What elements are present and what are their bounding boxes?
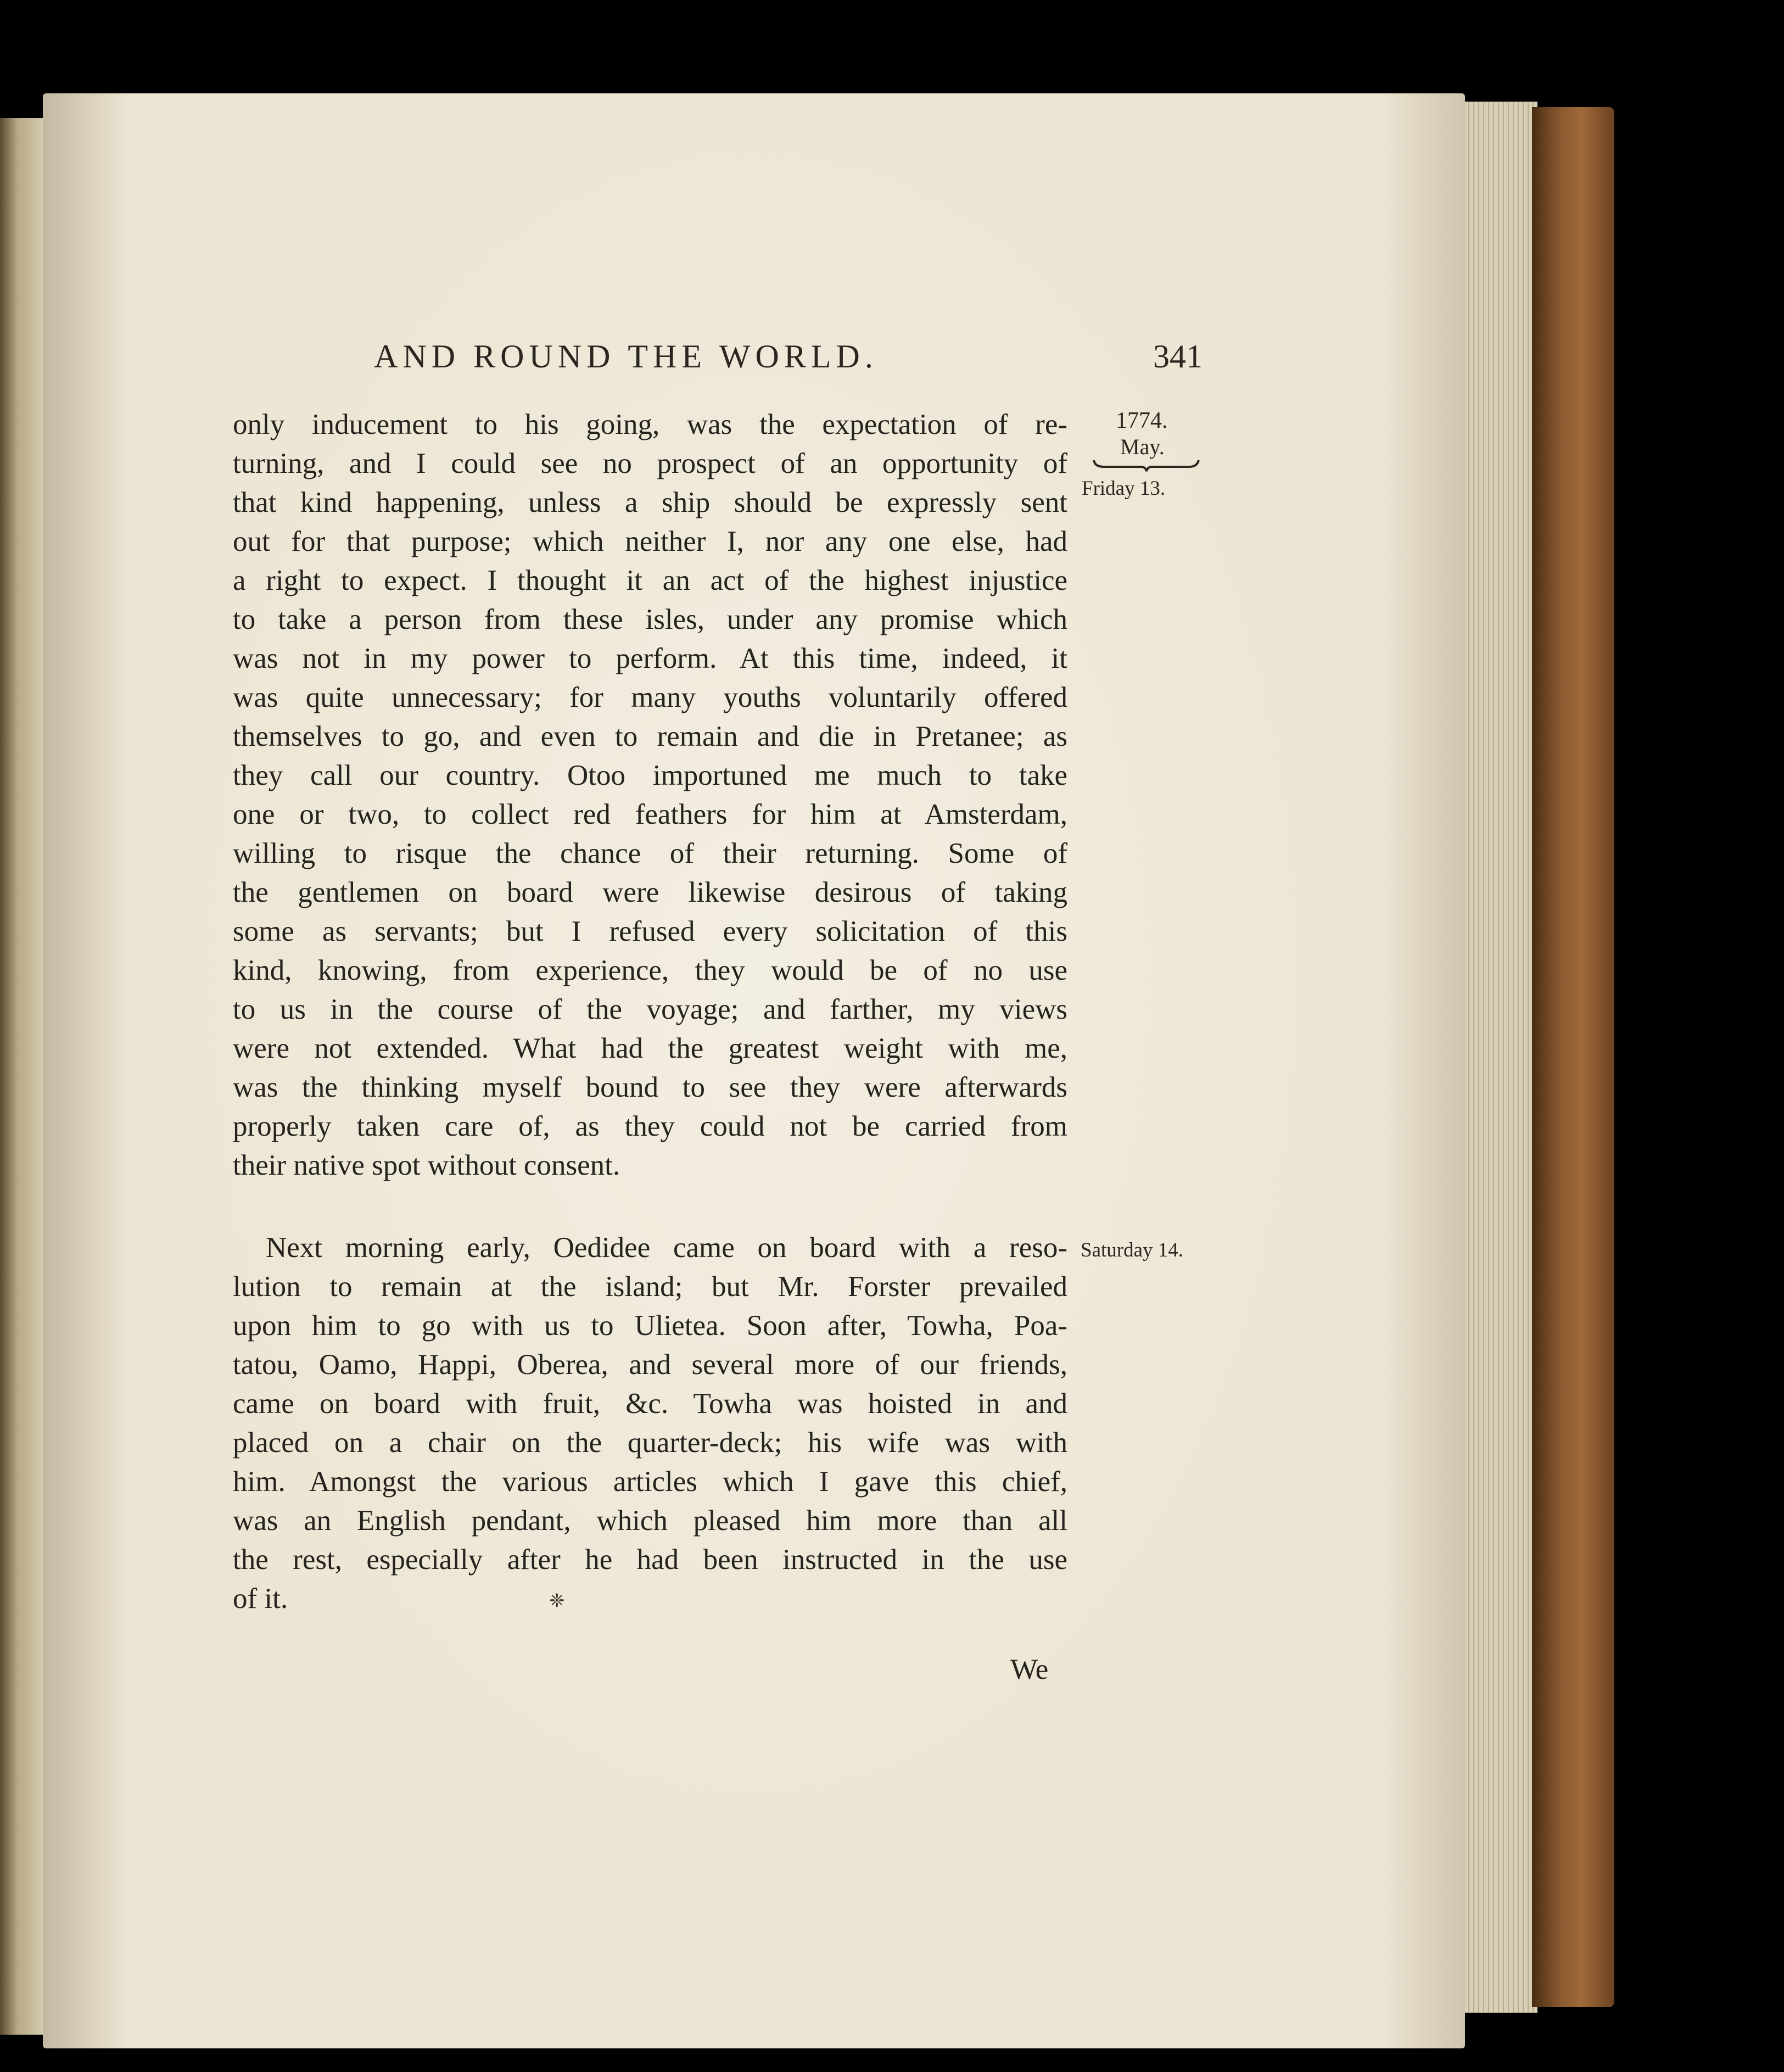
margin-saturday: Saturday 14. (1081, 1239, 1184, 1261)
text-line: the gentlemen on board were likewise desirous of taking (233, 876, 1067, 908)
text-line: their native spot without consent. (233, 1149, 620, 1181)
text-line: Next morning early, Oedidee came on board with a reso- (266, 1232, 1067, 1264)
paragraph-1 (233, 405, 1067, 1185)
text-line: to us in the course of the voyage; and farther, my views (233, 993, 1067, 1025)
text-line: properly taken care of, as they could not be carried from (233, 1110, 1067, 1142)
text-line: of it. (233, 1583, 288, 1615)
text-line: was an English pendant, which pleased him more than all (233, 1505, 1067, 1537)
text-line: to take a person from these isles, under any promise which (233, 604, 1067, 635)
text-line: a right to expect. I thought it an act of the highest injustice (233, 565, 1067, 596)
catchword: We (1010, 1654, 1049, 1685)
paragraph-2 (233, 1228, 1067, 1618)
text-line: that kind happening, unless a ship should be expressly sent (233, 487, 1067, 518)
text-line: lution to remain at the island; but Mr. Forster prevailed (233, 1271, 1067, 1303)
text-line: one or two, to collect red feathers for him at Amsterdam, (233, 798, 1067, 830)
margin-year: 1774. (1116, 408, 1168, 433)
text-line: upon him to go with us to Ulietea. Soon after, Towha, Poa- (233, 1310, 1067, 1342)
text-line: out for that purpose; which neither I, nor any one else, had (233, 526, 1067, 557)
text-line: him. Amongst the various articles which I gave this chief, (233, 1466, 1067, 1498)
page-number: 341 (1153, 338, 1203, 375)
text-line: they call our country. Otoo importuned me much to take (233, 759, 1067, 791)
text-line: the rest, especially after he had been instructed in the use (233, 1544, 1067, 1576)
text-line: was quite unnecessary; for many youths voluntarily offered (233, 682, 1067, 713)
text-line: placed on a chair on the quarter-deck; his wife was with (233, 1427, 1067, 1459)
text-line: was not in my power to perform. At this time, indeed, it (233, 643, 1067, 674)
margin-month: May. (1120, 434, 1165, 459)
book-cover (1532, 107, 1614, 2007)
text-line: came on board with fruit, &c. Towha was hoisted in and (233, 1388, 1067, 1420)
text-line: tatou, Oamo, Happi, Oberea, and several more of our friends, (233, 1349, 1067, 1381)
text-line: themselves to go, and even to remain and die in Pretanee; as (233, 721, 1067, 752)
ornament-icon: ❈ (549, 1590, 565, 1612)
left-page-edge (0, 118, 44, 2035)
running-head: AND ROUND THE WORLD. (374, 338, 878, 375)
margin-friday: Friday 13. (1082, 477, 1166, 500)
text-line: were not extended. What had the greatest weight with me, (233, 1032, 1067, 1064)
margin-brace (1093, 457, 1200, 472)
text-line: was the thinking myself bound to see they were afterwards (233, 1071, 1067, 1103)
text-line: kind, knowing, from experience, they would be of no use (233, 954, 1067, 986)
text-line: some as servants; but I refused every solicitation of this (233, 915, 1067, 947)
text-line: willing to risque the chance of their returning. Some of (233, 837, 1067, 869)
text-line: turning, and I could see no prospect of an opportunity of (233, 448, 1067, 479)
text-line: only inducement to his going, was the expectation of re- (233, 409, 1067, 440)
